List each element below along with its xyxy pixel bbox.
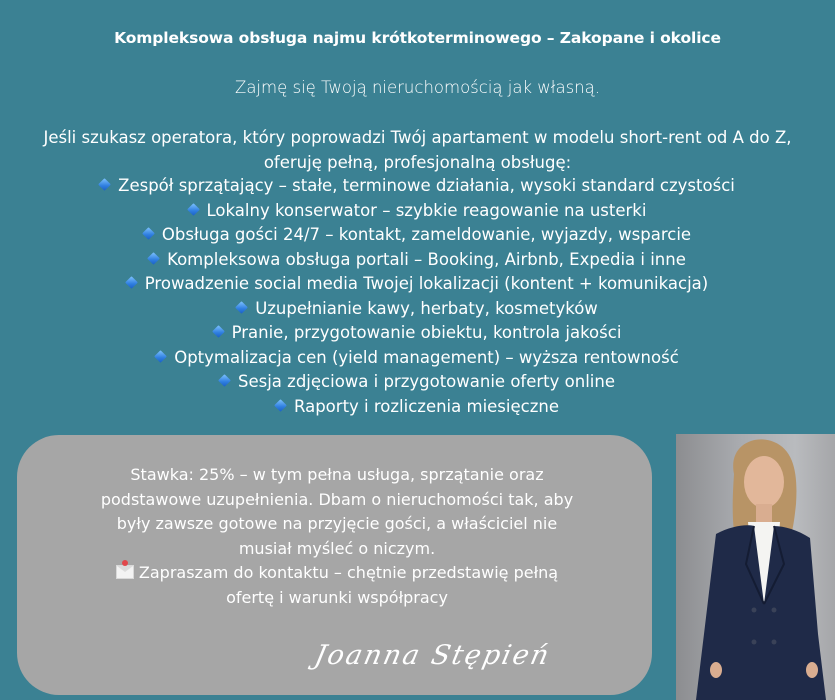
service-item: [0, 248, 835, 273]
small-blue-diamond-icon: [98, 178, 111, 191]
service-item-label: Kompleksowa obsługa portali – Booking, Airbnb, Expedia i inne: [167, 249, 686, 269]
service-item: [0, 223, 835, 248]
small-blue-diamond-icon: [212, 325, 225, 338]
signature: Joanna Stępień: [311, 640, 554, 671]
small-blue-diamond-icon: [147, 252, 160, 265]
small-blue-diamond-icon: [235, 301, 248, 314]
service-item-label: Sesja zdjęciowa i przygotowanie oferty online: [238, 372, 615, 391]
small-blue-diamond-icon: [125, 276, 138, 289]
service-item-label: Lokalny konserwator – szybkie reagowanie na usterki: [206, 200, 647, 220]
small-blue-diamond-icon: [274, 399, 287, 412]
pricing-text: [77, 463, 597, 610]
page-title: Kompleksowa obsługa najmu krótkoterminowego – Zakopane i okolice: [114, 29, 721, 47]
service-item: [0, 174, 835, 199]
service-item-label: Obsługa gości 24/7 – kontakt, zameldowanie, wyjazdy, wsparcie: [161, 225, 692, 244]
intro-text: [0, 126, 835, 175]
service-item-label: Uzupełnianie kawy, herbaty, kosmetyków: [255, 298, 598, 318]
pricing-line: Stawka: 25% – w tym pełna usługa, sprzątanie oraz: [130, 465, 544, 484]
service-item: [0, 370, 835, 395]
small-blue-diamond-icon: [154, 350, 167, 363]
small-blue-diamond-icon: [218, 374, 231, 387]
service-item: [0, 346, 835, 371]
pricing-line: podstawowe uzupełnienia. Dbam o nieruchomości tak, aby: [100, 489, 574, 509]
contact-line-2: ofertę i warunki współpracy: [226, 587, 448, 607]
service-item: [0, 272, 835, 297]
service-item: [0, 297, 835, 322]
intro-line-1: Jeśli szukasz operatora, który poprowadzi Twój apartament w modelu short-rent od A do Z,: [43, 128, 792, 147]
service-item-label: Optymalizacja cen (yield management) – wyższa rentowność: [174, 347, 679, 367]
service-item: [0, 321, 835, 346]
pricing-line: musiał myśleć o niczym.: [238, 538, 436, 558]
pricing-card: [17, 435, 652, 695]
envelope-with-arrow-icon: [116, 565, 134, 579]
service-item-label: Raporty i rozliczenia miesięczne: [294, 396, 559, 416]
portrait-photo: [676, 434, 835, 700]
service-item-label: Prowadzenie social media Twojej lokalizacji (kontent + komunikacja): [144, 274, 709, 293]
small-blue-diamond-icon: [187, 203, 200, 216]
contact-line: [77, 561, 597, 586]
tagline: Zajmę się Twoją nieruchomością jak własną.: [235, 78, 600, 97]
intro-line-2: oferuję pełną, profesjonalną obsługę:: [263, 152, 572, 172]
pricing-line: były zawsze gotowe na przyjęcie gości, a właściciel nie: [116, 514, 558, 533]
service-item: [0, 199, 835, 224]
small-blue-diamond-icon: [142, 227, 155, 240]
service-item-label: Zespół sprzątający – stałe, terminowe działania, wysoki standard czystości: [118, 176, 735, 195]
services-list: [0, 174, 835, 419]
service-item-label: Pranie, przygotowanie obiektu, kontrola jakości: [231, 323, 622, 342]
contact-text: Zapraszam do kontaktu – chętnie przedstawię pełną: [138, 563, 559, 582]
service-item: [0, 395, 835, 420]
portrait-illustration: [676, 434, 835, 700]
